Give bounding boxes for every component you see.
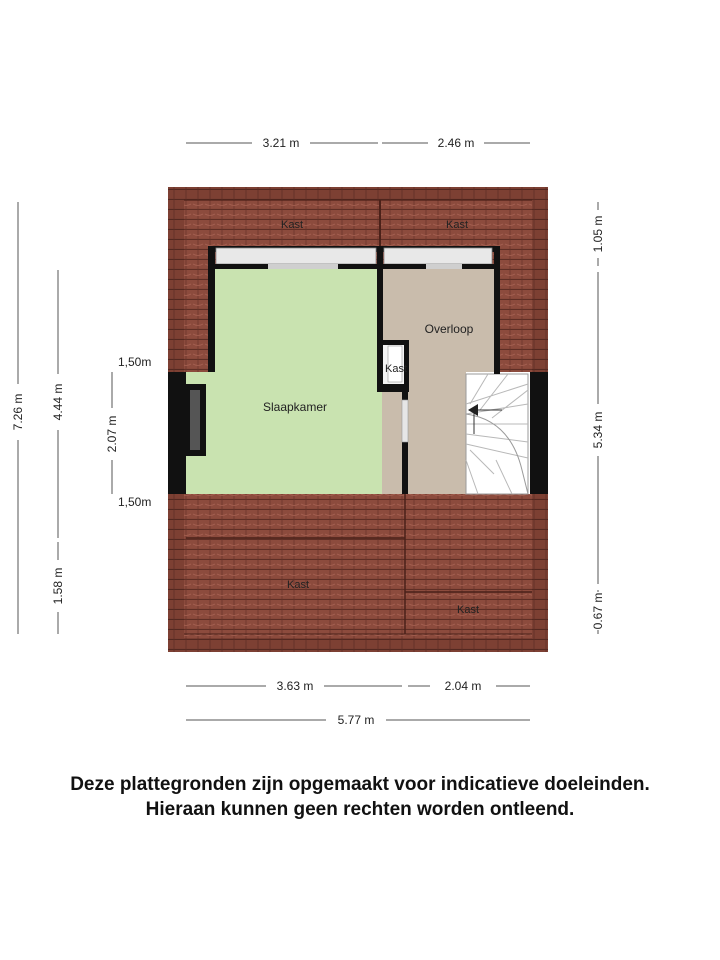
label-kast-top-right: Kast — [445, 219, 469, 231]
label-kast-top-left: Kast — [280, 219, 304, 231]
dim-bottom-total: 5.77 m — [337, 713, 375, 727]
stairwell — [466, 372, 530, 494]
dim-right-top: 1.05 m — [591, 215, 605, 253]
wall-outer-left — [168, 372, 186, 494]
dim-bottom-left: 3.63 m — [276, 679, 314, 693]
wall-closet-bottom — [377, 384, 409, 392]
dim-top-left: 3.21 m — [262, 136, 300, 150]
disclaimer-line-1: Deze plattegronden zijn opgemaakt voor indicatieve doeleinden. — [70, 774, 650, 795]
wall-outer-right — [530, 372, 548, 494]
wall-middle — [377, 246, 383, 392]
dim-bottom-right: 2.04 m — [444, 679, 482, 693]
window-pane-right — [426, 264, 462, 269]
label-kast-small: Kast — [384, 363, 408, 375]
dim-top-right: 2.46 m — [437, 136, 475, 150]
dim-left-upper: 4.44 m — [51, 383, 65, 421]
disclaimer — [0, 772, 720, 822]
dim-left-total: 7.26 m — [11, 393, 25, 431]
slaapkamer-floor — [186, 268, 404, 494]
dim-left-inner-bottom: 1,50m — [118, 495, 152, 509]
dim-left-inner: 2.07 m — [105, 415, 119, 453]
rooms — [186, 268, 530, 494]
dim-right-bottom: 0.67 m — [591, 592, 605, 630]
disclaimer-line-2: Hieraan kunnen geen rechten worden ontleend. — [145, 799, 575, 820]
label-kast-bottom-right: Kast — [456, 604, 480, 616]
label-kast-bottom-left: Kast — [286, 579, 310, 591]
wall-bedroom-left-upper — [208, 246, 215, 372]
window-pane-left — [268, 264, 338, 269]
dim-left-inner-top: 1,50m — [118, 355, 152, 369]
window-top-left — [216, 248, 376, 264]
door-bedroom — [402, 400, 408, 442]
roof-eave-top — [168, 187, 548, 201]
roof-eave-bottom — [168, 638, 548, 652]
wall-landing-right — [494, 246, 500, 374]
label-slaapkamer: Slaapkamer — [262, 400, 328, 414]
dim-right-middle: 5.34 m — [591, 411, 605, 449]
window-top-right — [384, 248, 492, 264]
label-overloop: Overloop — [424, 322, 474, 336]
chimney-inner — [190, 390, 200, 450]
dim-left-lower: 1.58 m — [51, 567, 65, 605]
